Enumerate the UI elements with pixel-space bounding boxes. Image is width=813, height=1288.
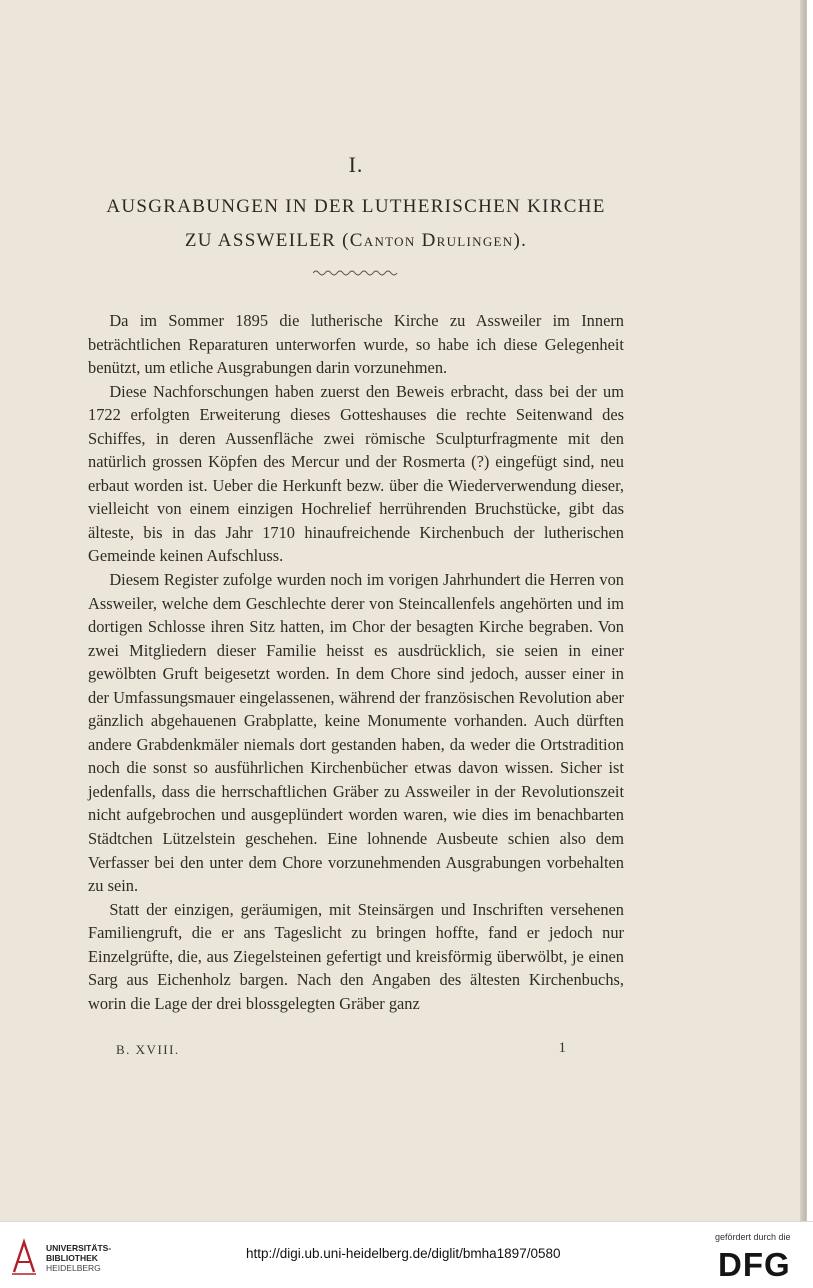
wavy-ornament [313,268,399,278]
page-footer-line [88,1038,624,1060]
title-line-2-canton: Canton Drulingen [349,230,514,251]
body-text [88,309,624,1015]
page-edge-shadow [800,0,806,1221]
paragraph-1: Da im Sommer 1895 die lutherische Kirche zu Assweiler im Innern beträchtlichen Reparaturen unterworfen wurde, so habe ich diese Gelegenheit benützt, um etliche Ausgrabungen darin vorzunehmen. [88,311,624,378]
viewer-footer [0,1221,813,1288]
signature-mark: B. XVIII. [116,1042,180,1057]
institution-line-3: HEIDELBERG [46,1263,101,1273]
university-seal-icon [10,1238,38,1276]
paragraph-2: Diese Nachforschungen haben zuerst den Beweis erbracht, dass bei der um 1722 erfolgten Erweiterung dieses Gotteshauses die rechte Seitenwand des Schiffes, in deren Aussenfläche zwei römische Sculpturfragmente mit den natürlich grossen Köpfen des Mercur und der Rosmerta (?) eingefügt sind, neu erbaut worden ist. Ueber die Herkunft bezw. über die Wiederverwendung dieser, vielleicht von einem einzigen Hochrelief herrührenden Bruchstücke, gibt das älteste, bis in das Jahr 1710 hinaufreichende Kirchenbuch der lutherischen Gemeinde keinen Aufschluss. [88,381,624,566]
permalink-url[interactable]: http://digi.ub.uni-heidelberg.de/diglit/bmha1897/0580 [246,1246,561,1261]
institution-line-1: UNIVERSITÄTS- [46,1243,112,1253]
university-library-name [46,1243,111,1273]
dfg-logo: DFG [718,1246,791,1283]
title-line-2-prefix: ZU ASSWEILER ( [184,230,350,251]
page-number: 1 [558,1040,566,1056]
funding-note: gefördert durch die [715,1232,791,1242]
title-line-1: AUSGRABUNGEN IN DER LUTHERISCHEN KIRCHE [106,196,606,217]
paragraph-3: Diesem Register zufolge wurden noch im vorigen Jahrhundert die Herren von Assweiler, welche dem Geschlechte derer von Steincallenfels angehörten und im dortigen Schlosse ihren Sitz hatten, im Chor der besagten Kirche begraben. Von zwei Mitgliedern dieser Familie heisst es ausdrücklich, sie seien in einer gewölbten Gruft beigesetzt worden. In dem Chore sind jedoch, ausser einer in der Umfassungsmauer eingelassenen, während der französischen Revolution aber gänzlich abgehauenen Grabplatte, keine Monumente vorhanden. Auch dürften andere Grabdenkmäler niemals dort gestanden haben, da weder die Ortstradition noch die sonst so ausführlichen Kirchenbücher etwas davon wissen. Sicher ist jedenfalls, dass die herrschaftlichen Gräber zu Assweiler in der Revolutionszeit nicht aufgebrochen und ausgeplündert worden waren, wie dies im benachbarten Städtchen Lützelstein geschehen. Eine lohnende Ausbeute schien also dem Verfasser bei den unter dem Chore vorzunehmenden Ausgrabungen vorbehalten zu sein. [88,570,624,896]
title-line-2 [88,230,624,252]
institution-line-2: BIBLIOTHEK [46,1253,98,1263]
paragraph-4: Statt der einzigen, geräumigen, mit Steinsärgen und Inschriften versehenen Familiengruft, die er ans Tageslicht zu bringen hoffte, fand er jedoch nur Einzelgrüfte, die, aus Ziegelsteinen gefertigt und kreisförmig überwölbt, je einen Sarg aus Eichenholz bargen. Nach den Angaben des ältesten Kirchenbuchs, worin die Lage der drei blossgelegten Gräber ganz [88,899,624,1013]
title-line-2-suffix: ). [513,230,528,251]
chapter-number: I. [348,152,364,177]
